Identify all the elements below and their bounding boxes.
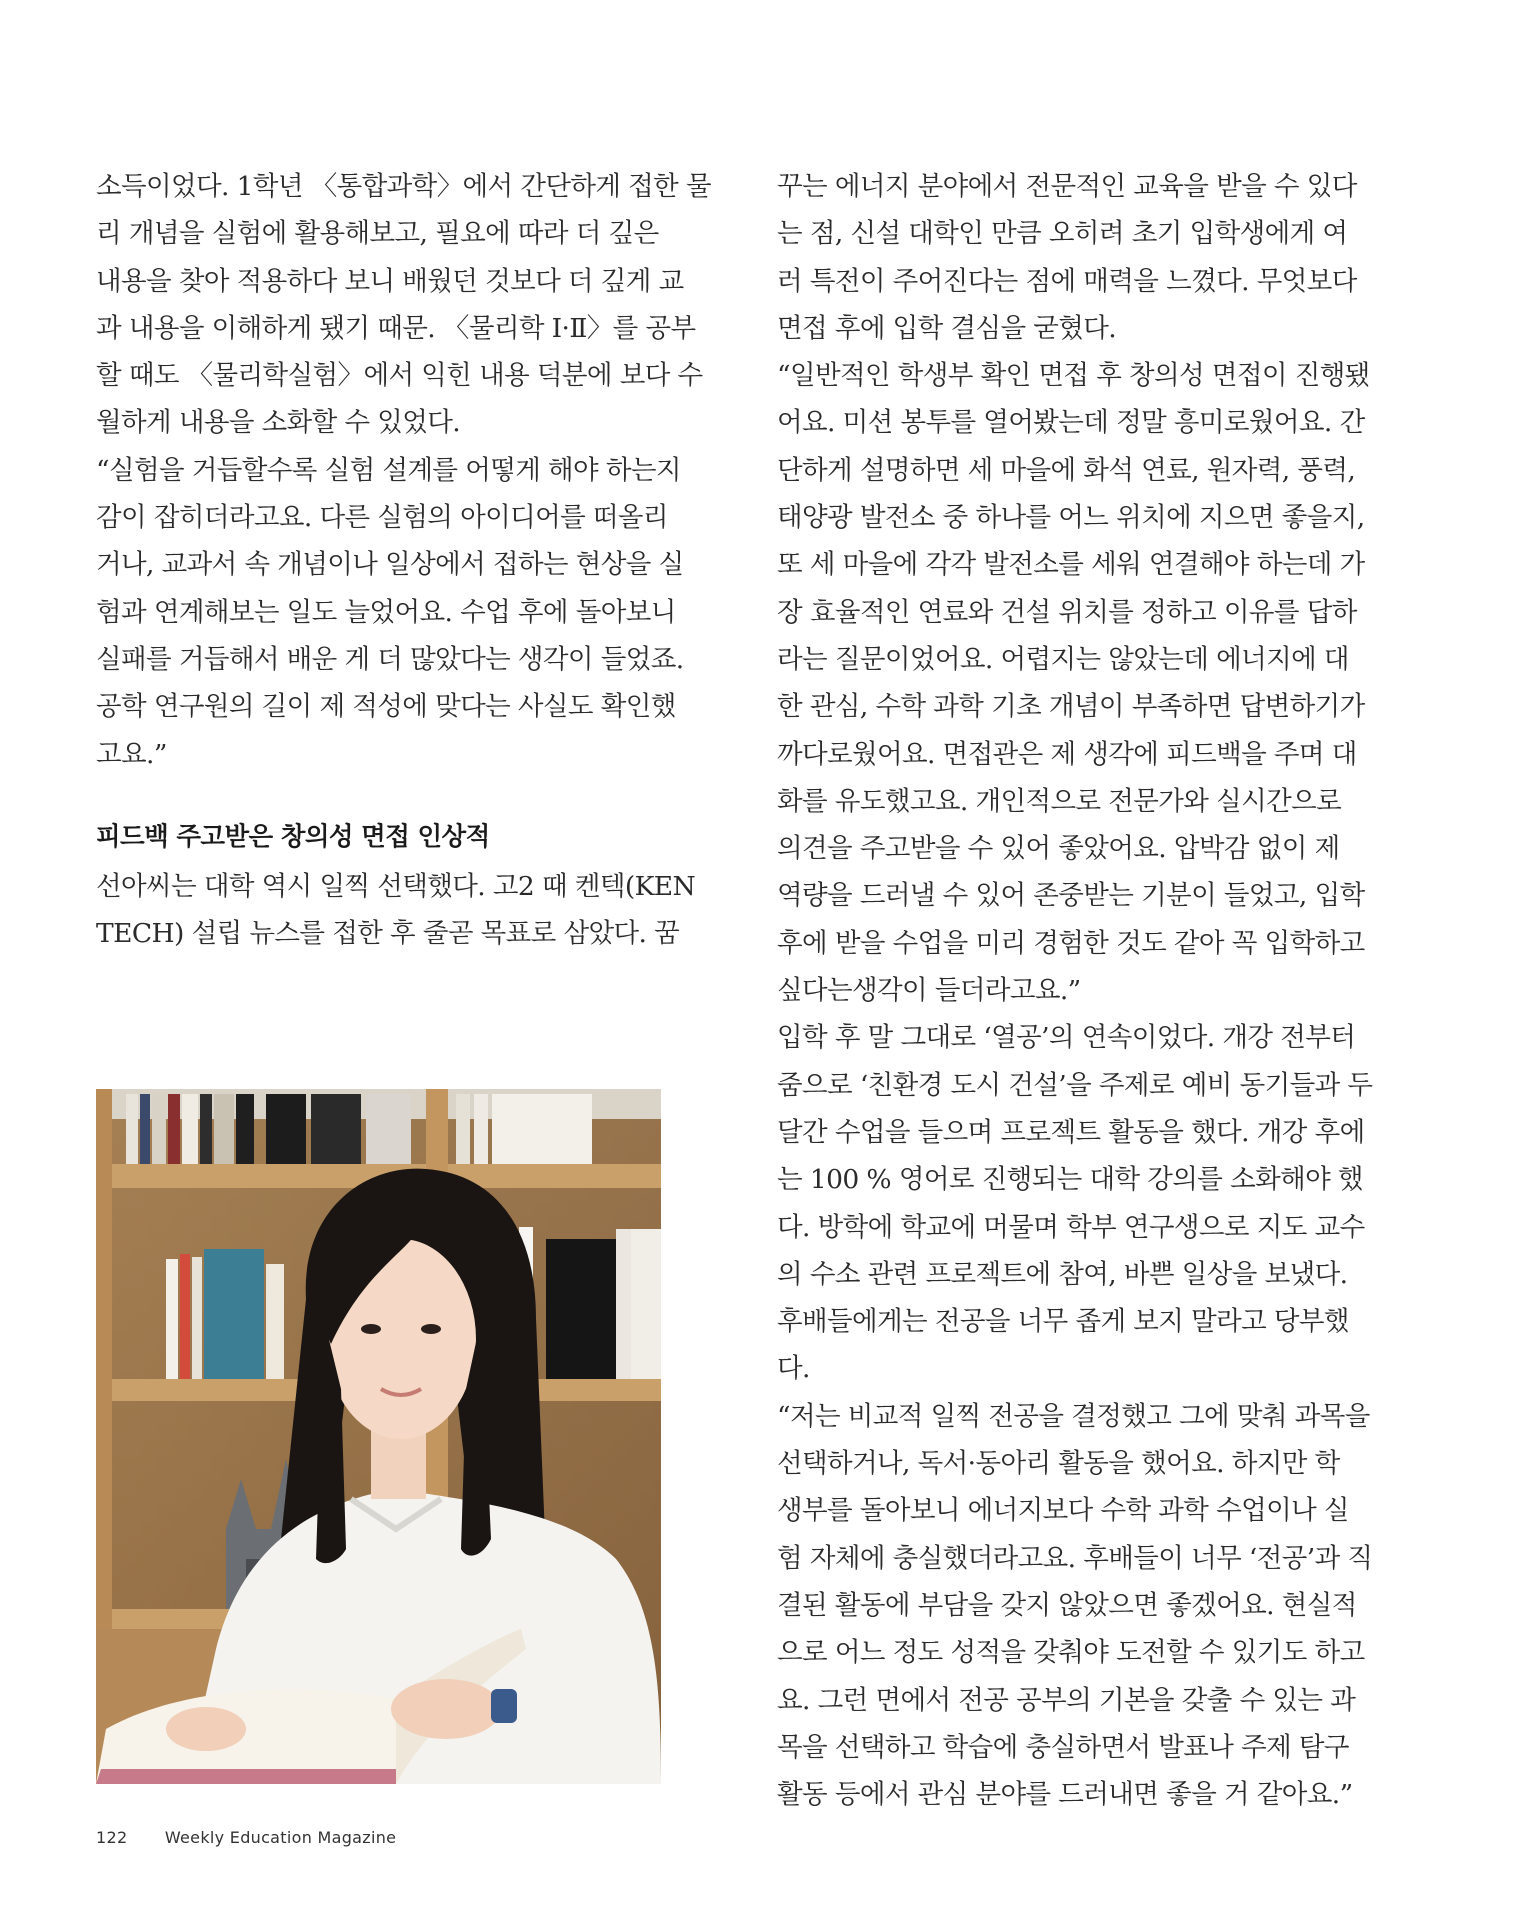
text-line: 까다로웠어요. 면접관은 제 생각에 피드백을 주며 대	[777, 738, 1357, 770]
text-line: “일반적인 학생부 확인 면접 후 창의성 면접이 진행됐	[777, 360, 1370, 392]
text-line: 후에 받을 수업을 미리 경험한 것도 같아 꼭 입학하고	[777, 927, 1365, 959]
text-line: 줌으로 ‘친환경 도시 건설’을 주제로 예비 동기들과 두	[777, 1069, 1373, 1101]
text-line: 소득이었다. 1학년 〈통합과학〉에서 간단하게 접한 물	[96, 171, 711, 202]
page-number: 122	[96, 1828, 128, 1847]
text-line: 면접 후에 입학 결심을 굳혔다.	[777, 312, 1117, 344]
text-line: 선아씨는 대학 역시 일찍 선택했다. 고2 때 켄텍(KEN	[96, 871, 696, 902]
text-line: 험과 연계해보는 일도 늘었어요. 수업 후에 돌아보니	[96, 596, 676, 628]
text-line: 거나, 교과서 속 개념이나 일상에서 접하는 현상을 실	[96, 549, 684, 581]
text-line: 공학 연구원의 길이 제 적성에 맞다는 사실도 확인했	[96, 691, 676, 723]
text-line: 요. 그런 면에서 전공 공부의 기본을 갖출 수 있는 과	[777, 1684, 1356, 1716]
text-line: 다. 방학에 학교에 머물며 학부 연구생으로 지도 교수	[777, 1211, 1365, 1243]
text-line: “실험을 거듭할수록 실험 설계를 어떻게 해야 하는지	[96, 454, 681, 486]
text-line: 목을 선택하고 학습에 충실하면서 발표나 주제 탐구	[777, 1731, 1349, 1763]
magazine-title: Weekly Education Magazine	[164, 1828, 397, 1847]
text-line: 화를 유도했고요. 개인적으로 전문가와 실시간으로	[777, 785, 1342, 817]
text-line: 험 자체에 충실했더라고요. 후배들이 너무 ‘전공’과 직	[777, 1542, 1373, 1574]
text-line: 후배들에게는 전공을 너무 좁게 보지 말라고 당부했	[777, 1306, 1349, 1338]
text-line: 고요.”	[96, 738, 167, 770]
text-line: 의 수소 관련 프로젝트에 참여, 바쁜 일상을 보냈다.	[777, 1258, 1348, 1290]
text-line: 어요. 미션 봉투를 열어봤는데 정말 흥미로웠어요. 간	[777, 407, 1365, 439]
text-line: 결된 활동에 부담을 갖지 않았으면 좋겠어요. 현실적	[777, 1589, 1357, 1621]
text-line: 한 관심, 수학 과학 기초 개념이 부족하면 답변하기가	[777, 691, 1365, 723]
text-line: 라는 질문이었어요. 어렵지는 않았는데 에너지에 대	[777, 643, 1349, 675]
text-line: 월하게 내용을 소화할 수 있었다.	[96, 407, 461, 439]
text-line: 역량을 드러낼 수 있어 존중받는 기분이 들었고, 입학	[777, 880, 1365, 912]
section-subheading: 피드백 주고받은 창의성 면접 인상적	[96, 822, 490, 852]
text-line: 태양광 발전소 중 하나를 어느 위치에 지으면 좋을지,	[777, 502, 1365, 534]
text-line: 는 100 % 영어로 진행되는 대학 강의를 소화해야 했	[777, 1164, 1363, 1196]
page-footer	[96, 1828, 396, 1847]
text-line: 감이 잡히더라고요. 다른 실험의 아이디어를 떠올리	[96, 502, 668, 534]
text-line: “저는 비교적 일찍 전공을 결정했고 그에 맞춰 과목을	[777, 1400, 1370, 1432]
article-column-right	[777, 163, 1373, 1818]
text-line: 는 점, 신설 대학인 만큼 오히려 초기 입학생에게 여	[777, 218, 1348, 250]
text-line: 활동 등에서 관심 분야를 드러내면 좋을 거 같아요.”	[777, 1779, 1353, 1811]
text-line: 선택하거나, 독서·동아리 활동을 했어요. 하지만 학	[777, 1448, 1340, 1480]
article-column-left-bottom	[96, 863, 696, 958]
text-line: 장 효율적인 연료와 건설 위치를 정하고 이유를 답하	[777, 596, 1357, 628]
text-line: 싶다는생각이 들더라고요.”	[777, 975, 1081, 1007]
text-line: 꾸는 에너지 분야에서 전문적인 교육을 받을 수 있다	[777, 171, 1357, 202]
article-column-left-top	[96, 163, 711, 778]
text-line: 실패를 거듭해서 배운 게 더 많았다는 생각이 들었죠.	[96, 643, 684, 675]
text-line: 과 내용을 이해하게 됐기 때문. 〈물리학 Ⅰ·Ⅱ〉를 공부	[96, 312, 696, 344]
text-line: 입학 후 말 그대로 ‘열공’의 연속이었다. 개강 전부터	[777, 1022, 1356, 1054]
text-line: 달간 수업을 들으며 프로젝트 활동을 했다. 개강 후에	[777, 1116, 1365, 1148]
text-line: 단하게 설명하면 세 마을에 화석 연료, 원자력, 풍력,	[777, 454, 1356, 486]
text-line: 리 개념을 실험에 활용해보고, 필요에 따라 더 깊은	[96, 218, 659, 250]
text-line: 할 때도 〈물리학실험〉에서 익힌 내용 덕분에 보다 수	[96, 360, 703, 392]
text-line: 생부를 돌아보니 에너지보다 수학 과학 수업이나 실	[777, 1495, 1349, 1527]
text-line: 으로 어느 정도 성적을 갖춰야 도전할 수 있기도 하고	[777, 1637, 1365, 1669]
text-line: 의견을 주고받을 수 있어 좋았어요. 압박감 없이 제	[777, 833, 1340, 865]
text-line: 또 세 마을에 각각 발전소를 세워 연결해야 하는데 가	[777, 549, 1365, 581]
text-line: 다.	[777, 1353, 810, 1385]
text-line: 러 특전이 주어진다는 점에 매력을 느꼈다. 무엇보다	[777, 265, 1357, 297]
text-line: TECH) 설립 뉴스를 접한 후 줄곧 목표로 삼았다. 꿈	[96, 918, 680, 950]
student-portrait-photo	[96, 1089, 661, 1784]
text-line: 내용을 찾아 적용하다 보니 배웠던 것보다 더 깊게 교	[96, 265, 684, 297]
